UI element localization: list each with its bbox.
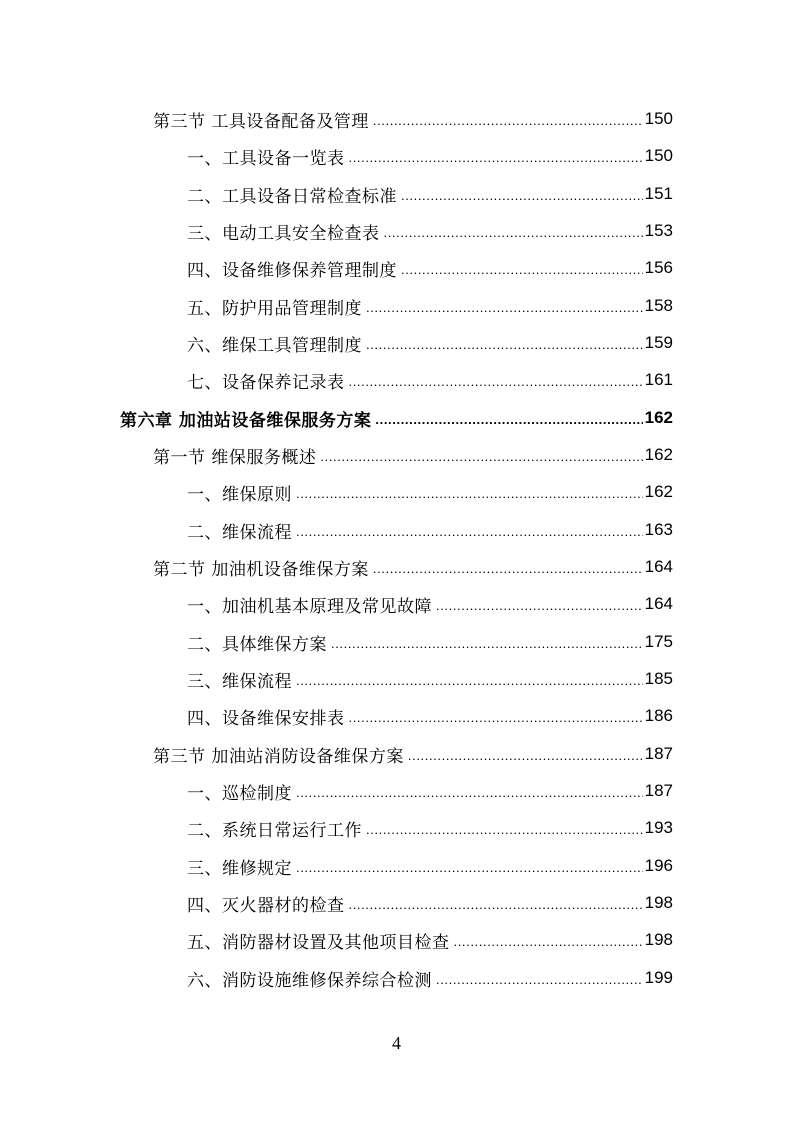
- toc-entry-page: 187: [644, 781, 673, 800]
- toc-entry-item[interactable]: [187, 477, 673, 507]
- dot-leader: [401, 183, 643, 205]
- dot-leader: [349, 705, 643, 727]
- toc-entry-item[interactable]: [187, 925, 673, 955]
- toc-entry-item[interactable]: [187, 291, 673, 321]
- toc-entry-page: 196: [644, 856, 673, 875]
- toc-entry-page: 162: [644, 482, 673, 501]
- toc-entry-page: 150: [644, 109, 673, 128]
- dot-leader: [384, 220, 643, 242]
- toc-entry-item[interactable]: [187, 776, 673, 806]
- toc-entry-title: 三、维修规定: [187, 858, 292, 879]
- dot-leader: [436, 967, 643, 989]
- toc-entry-title: 三、维保流程: [187, 671, 292, 692]
- toc-entry-item[interactable]: [187, 141, 673, 171]
- toc-entry-page: 159: [644, 333, 673, 352]
- toc-entry-page: 153: [644, 221, 673, 240]
- toc-entry-item[interactable]: [187, 851, 673, 881]
- toc-entry-title: 第六章 加油站设备维保服务方案: [120, 410, 372, 431]
- dot-leader: [296, 668, 643, 690]
- toc-entry-title: 第三节 工具设备配备及管理: [153, 111, 369, 132]
- toc-entry-item[interactable]: [187, 179, 673, 209]
- toc-entry-item[interactable]: [187, 515, 673, 545]
- toc-entry-section[interactable]: [153, 104, 673, 134]
- toc-entry-title: 第二节 加油机设备维保方案: [153, 559, 369, 580]
- toc-entry-item[interactable]: [187, 813, 673, 843]
- toc-entry-page: 164: [644, 594, 673, 613]
- dot-leader: [373, 108, 643, 130]
- page-number: 4: [392, 1033, 401, 1053]
- dot-leader: [320, 444, 642, 466]
- toc-entry-page: 198: [644, 893, 673, 912]
- toc-entry-item[interactable]: [187, 365, 673, 395]
- toc-entry-title: 一、巡检制度: [187, 783, 292, 804]
- toc-entry-title: 七、设备保养记录表: [187, 372, 345, 393]
- toc-entry-chapter[interactable]: [120, 403, 673, 433]
- toc-entry-title: 第三节 加油站消防设备维保方案: [153, 746, 404, 767]
- dot-leader: [296, 519, 643, 541]
- toc-entry-page: 162: [644, 445, 673, 464]
- toc-entry-section[interactable]: [153, 739, 673, 769]
- toc-entry-title: 一、维保原则: [187, 484, 292, 505]
- toc-entry-title: 四、设备维保安排表: [187, 708, 345, 729]
- toc-entry-page: 187: [644, 744, 673, 763]
- toc-entry-title: 四、灭火器材的检查: [187, 895, 345, 916]
- dot-leader: [401, 257, 643, 279]
- toc-entry-item[interactable]: [187, 888, 673, 918]
- dot-leader: [373, 556, 643, 578]
- toc-entry-title: 一、加油机基本原理及常见故障: [187, 596, 432, 617]
- toc-entry-section[interactable]: [153, 440, 673, 470]
- toc-entry-item[interactable]: [187, 963, 673, 993]
- toc-entry-page: 175: [644, 632, 673, 651]
- dot-leader: [296, 855, 643, 877]
- dot-leader: [375, 407, 642, 429]
- toc-entry-page: 199: [644, 968, 673, 987]
- toc-entry-title: 五、消防器材设置及其他项目检查: [187, 932, 450, 953]
- toc-entry-title: 六、维保工具管理制度: [187, 335, 362, 356]
- toc-entry-title: 六、消防设施维修保养综合检测: [187, 970, 432, 991]
- dot-leader: [296, 780, 643, 802]
- dot-leader: [349, 892, 643, 914]
- toc-entry-title: 二、维保流程: [187, 522, 292, 543]
- toc-entry-page: 198: [644, 930, 673, 949]
- toc-entry-section[interactable]: [153, 552, 673, 582]
- toc-entry-item[interactable]: [187, 701, 673, 731]
- dot-leader: [454, 929, 643, 951]
- dot-leader: [366, 295, 643, 317]
- toc-entry-page: 186: [644, 706, 673, 725]
- toc-entry-title: 一、工具设备一览表: [187, 148, 345, 169]
- dot-leader: [366, 332, 643, 354]
- dot-leader: [408, 743, 643, 765]
- toc-entry-page: 193: [644, 818, 673, 837]
- toc-entry-title: 二、工具设备日常检查标准: [187, 186, 397, 207]
- toc-entry-title: 三、电动工具安全检查表: [187, 223, 380, 244]
- toc-entry-title: 二、系统日常运行工作: [187, 820, 362, 841]
- toc-entry-page: 185: [644, 669, 673, 688]
- toc-entry-item[interactable]: [187, 664, 673, 694]
- toc-entry-page: 161: [644, 370, 673, 389]
- toc-entry-page: 163: [644, 520, 673, 539]
- dot-leader: [436, 593, 643, 615]
- toc-entry-title: 五、防护用品管理制度: [187, 298, 362, 319]
- toc-entry-title: 四、设备维修保养管理制度: [187, 260, 397, 281]
- dot-leader: [331, 631, 643, 653]
- dot-leader: [296, 481, 643, 503]
- dot-leader: [349, 369, 643, 391]
- toc-entry-item[interactable]: [187, 216, 673, 246]
- toc-entry-page: 162: [644, 408, 673, 427]
- toc-entry-item[interactable]: [187, 589, 673, 619]
- toc-entry-page: 150: [644, 146, 673, 165]
- dot-leader: [349, 145, 643, 167]
- toc-entry-page: 151: [644, 184, 673, 203]
- toc-entry-item[interactable]: [187, 253, 673, 283]
- toc-entry-page: 164: [644, 557, 673, 576]
- toc-entry-item[interactable]: [187, 627, 673, 657]
- toc-entry-item[interactable]: [187, 328, 673, 358]
- toc-entry-page: 158: [644, 296, 673, 315]
- dot-leader: [366, 817, 643, 839]
- toc-entry-title: 第一节 维保服务概述: [153, 447, 317, 468]
- toc-entry-title: 二、具体维保方案: [187, 634, 327, 655]
- toc-entry-page: 156: [644, 258, 673, 277]
